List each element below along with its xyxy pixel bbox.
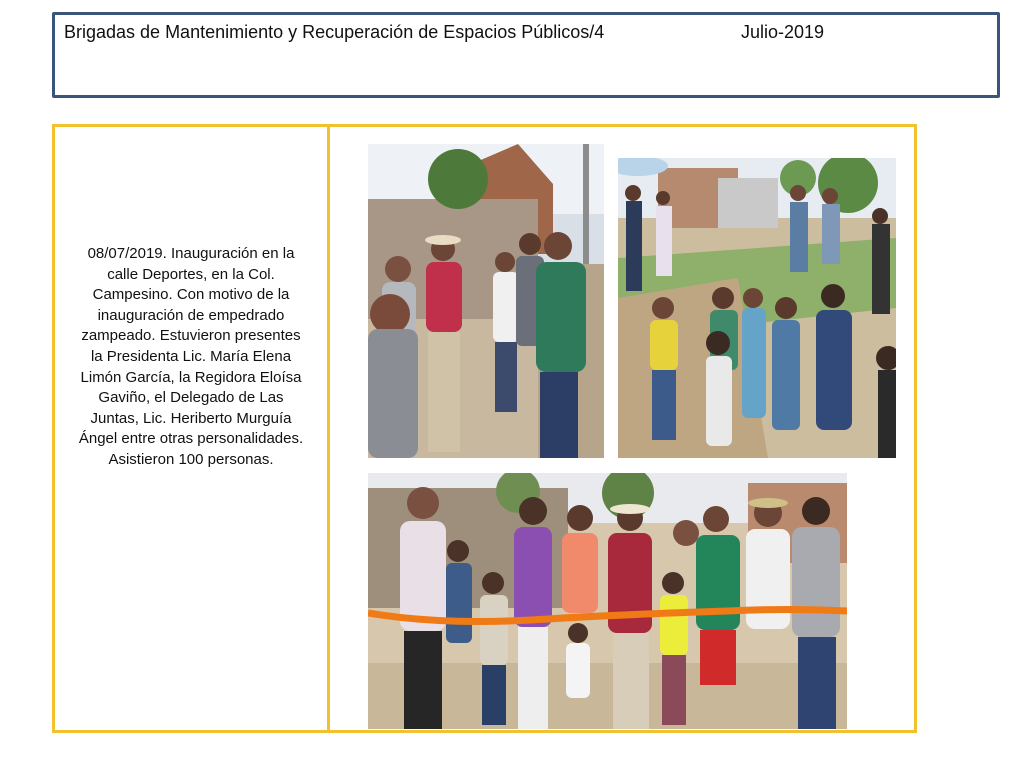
photo-ribbon-cutting xyxy=(368,473,847,729)
header-date: Julio-2019 xyxy=(741,22,825,42)
header-box xyxy=(52,12,1000,98)
header-title: Brigadas de Mantenimiento y Recuperación de Espacios Públicos/4 xyxy=(64,22,605,42)
photo-dirt-lot-crowd xyxy=(618,158,896,458)
event-description: 08/07/2019. Inauguración en la calle Deportes, en la Col. Campesino. Con motivo de la inauguración de empedrado zampeado. Estuvieron presentes la Presidenta Lic. María Elena Limón García, la Regidora Eloísa Gaviño, el Delegado de Las Juntas, Lic. Heriberto Murguía Ángel entre otras personalidades. Asistieron 100 personas. xyxy=(78,245,304,468)
photo-street-group xyxy=(368,144,604,458)
content-box xyxy=(52,124,917,733)
column-divider xyxy=(327,127,330,730)
